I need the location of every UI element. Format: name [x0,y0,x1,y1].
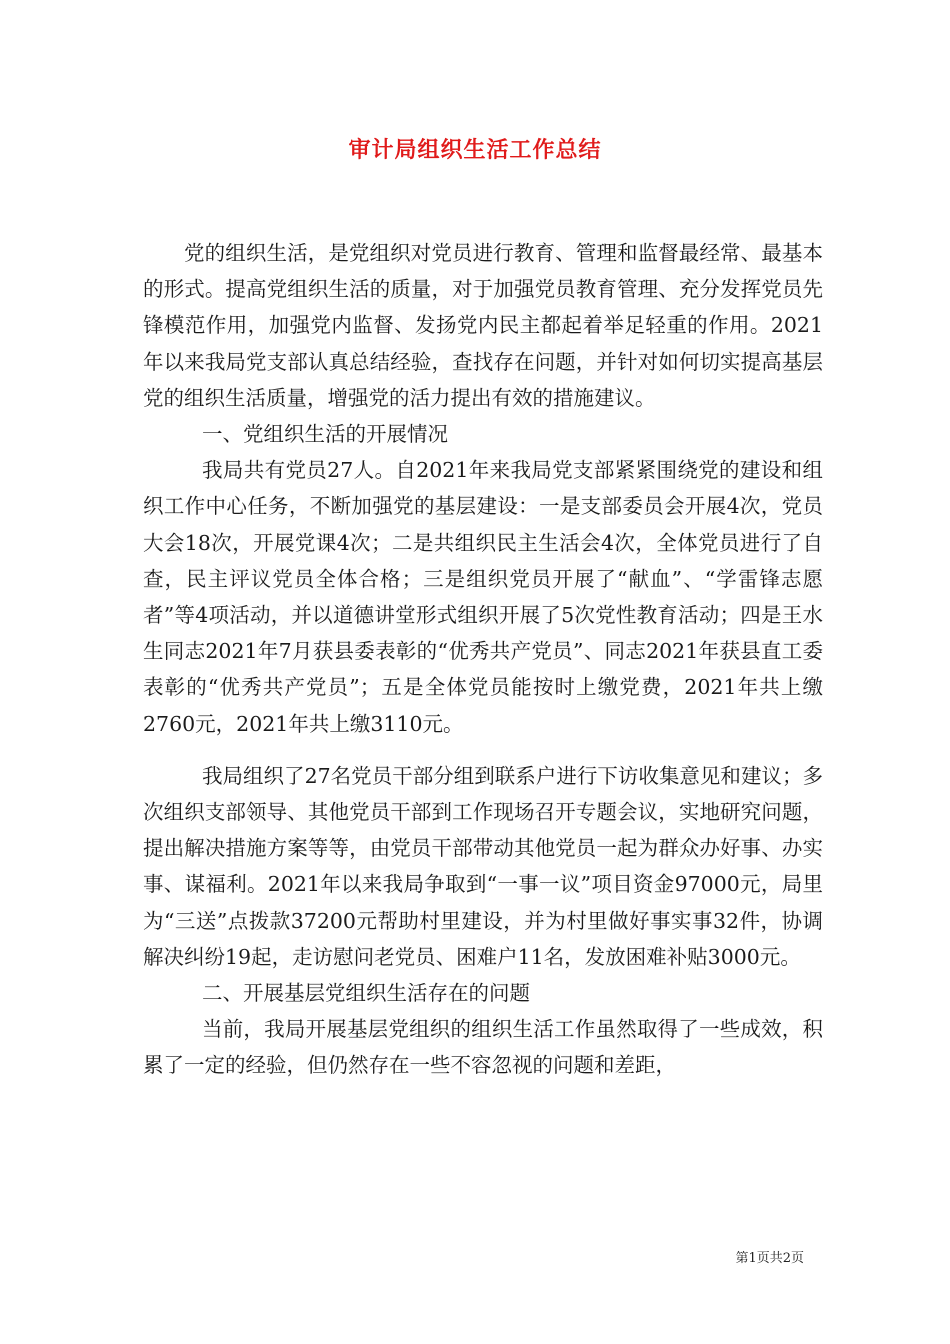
section-heading-2: 二、开展基层党组织生活存在的问题 [202,981,530,1006]
document-title: 审计局组织生活工作总结 [348,137,602,163]
paragraph-activities: 我局组织了27名党员干部分组到联系户进行下访收集意见和建议；多次组织支部领导、其他党员干部到工作现场召开专题会议，实地研究问题，提出解决措施方案等等，由党员干部带动其他党员一起为群众办好事、办实事、谋福利。2021年以来我局争取到“一事一议”项目资金97000元，局里为“三送”点拨款37200元帮助村里建设，并为村里做好事实事32件，协调解决纠纷19起，走访慰问老党员、困难户11名，发放困难补贴3000元。 [143,763,823,969]
paragraph-problems: 当前，我局开展基层党组织的组织生活工作虽然取得了一些成效，积累了一定的经验，但仍然存在一些不容忽视的问题和差距， [143,1017,823,1078]
document-body [143,235,823,1084]
paragraph-situation: 我局共有党员27人。自2021年来我局党支部紧紧围绕党的建设和组织工作中心任务，不断加强党的基层建设：一是支部委员会开展4次，党员大会18次，开展党课4次；二是共组织民主生活会4次，全体党员进行了自查，民主评议党员全体合格；三是组织党员开展了“献血”、“学雷锋志愿者”等4项活动，并以道德讲堂形式组织开展了5次党性教育活动；四是王水生同志2021年7月获县委表彰的“优秀共产党员”、同志2021年获县直工委表彰的“优秀共产党员”；五是全体党员能按时上缴党费，2021年共上缴2760元，2021年共上缴3110元。 [143,458,823,736]
section-heading-1: 一、党组织生活的开展情况 [202,422,448,447]
paragraph-intro: 党的组织生活，是党组织对党员进行教育、管理和监督最经常、最基本的形式。提高党组织生活的质量，对于加强党员教育管理、充分发挥党员先锋模范作用，加强党内监督、发扬党内民主都起着举足轻重的作用。2021年以来我局党支部认真总结经验，查找存在问题，并针对如何切实提高基层党的组织生活质量，增强党的活力提出有效的措施建议。 [143,241,823,410]
page-number: 第1页共2页 [735,1251,804,1266]
